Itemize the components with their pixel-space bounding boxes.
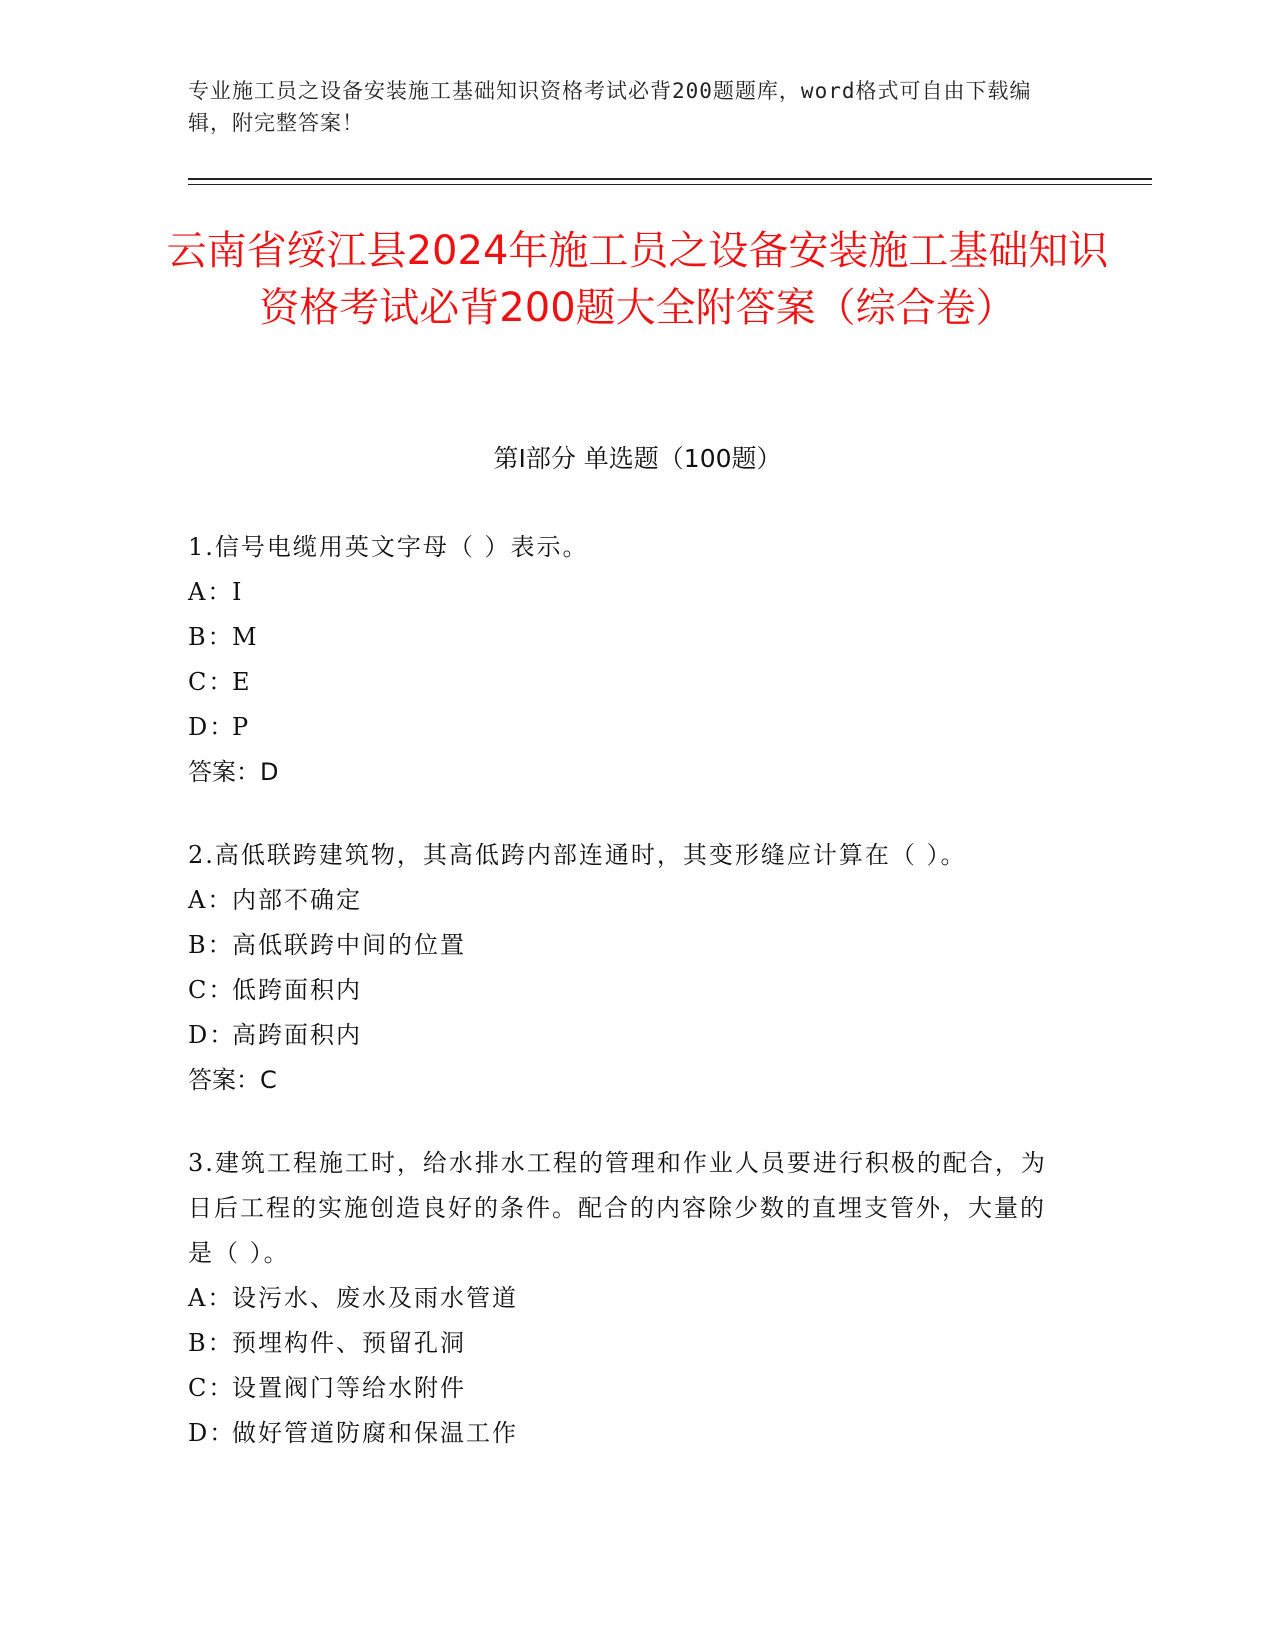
option-d: [188, 1013, 1068, 1058]
option-c: [188, 1366, 1068, 1411]
option-c: [188, 968, 1068, 1013]
option-letter: D：: [188, 713, 236, 741]
option-letter: D：: [188, 1021, 236, 1049]
option-text: E: [232, 668, 252, 696]
question-list: [188, 525, 1068, 1494]
option-letter: B：: [188, 931, 234, 959]
question-2: [188, 833, 1068, 1103]
question-stem: 1.信号电缆用英文字母（ ）表示。: [188, 533, 589, 561]
option-letter: D：: [188, 1419, 236, 1447]
question-3: [188, 1141, 1068, 1456]
option-letter: C：: [188, 668, 235, 696]
option-text: M: [232, 623, 259, 651]
option-letter: C：: [188, 1374, 235, 1402]
option-c: [188, 660, 1068, 705]
option-text: 做好管道防腐和保温工作: [232, 1419, 518, 1447]
option-letter: A：: [188, 1284, 234, 1312]
question-stem: 2.高低联跨建筑物，其高低跨内部连通时，其变形缝应计算在（ ）。: [188, 841, 967, 869]
option-d: [188, 1411, 1068, 1456]
option-a: [188, 570, 1068, 615]
option-letter: B：: [188, 1329, 234, 1357]
option-letter: A：: [188, 886, 234, 914]
option-text: 内部不确定: [232, 886, 362, 914]
option-b: [188, 1321, 1068, 1366]
answer-line: 答案：D: [188, 758, 279, 786]
option-a: [188, 1276, 1068, 1321]
question-1: [188, 525, 1068, 795]
option-letter: B：: [188, 623, 234, 651]
option-text: P: [232, 713, 251, 741]
option-text: 低跨面积内: [232, 976, 362, 1004]
option-text: I: [232, 578, 244, 606]
header-rule-thin: [188, 184, 1152, 185]
option-text: 高低联跨中间的位置: [232, 931, 466, 959]
option-b: [188, 923, 1068, 968]
option-text: 设污水、废水及雨水管道: [232, 1284, 518, 1312]
option-letter: A：: [188, 578, 234, 606]
document-title: 云南省绥江县2024年施工员之设备安装施工基础知识资格考试必背200题大全附答案（综合卷）: [166, 228, 1109, 331]
option-text: 设置阀门等给水附件: [232, 1374, 466, 1402]
option-a: [188, 878, 1068, 923]
section-heading: 第Ⅰ部分 单选题（100题）: [493, 444, 782, 473]
question-stem: 3.建筑工程施工时，给水排水工程的管理和作业人员要进行积极的配合，为日后工程的实施创造良好的条件。配合的内容除少数的直埋支管外，大量的是（ ）。: [188, 1149, 1047, 1267]
option-text: 高跨面积内: [232, 1021, 362, 1049]
answer-line: 答案：C: [188, 1066, 277, 1094]
option-text: 预埋构件、预留孔洞: [232, 1329, 466, 1357]
header-rule-thick: [188, 178, 1152, 180]
option-b: [188, 615, 1068, 660]
option-letter: C：: [188, 976, 235, 1004]
option-d: [188, 705, 1068, 750]
header-note: 专业施工员之设备安装施工基础知识资格考试必背200题题库，word格式可自由下载编辑，附完整答案！: [188, 79, 1032, 135]
